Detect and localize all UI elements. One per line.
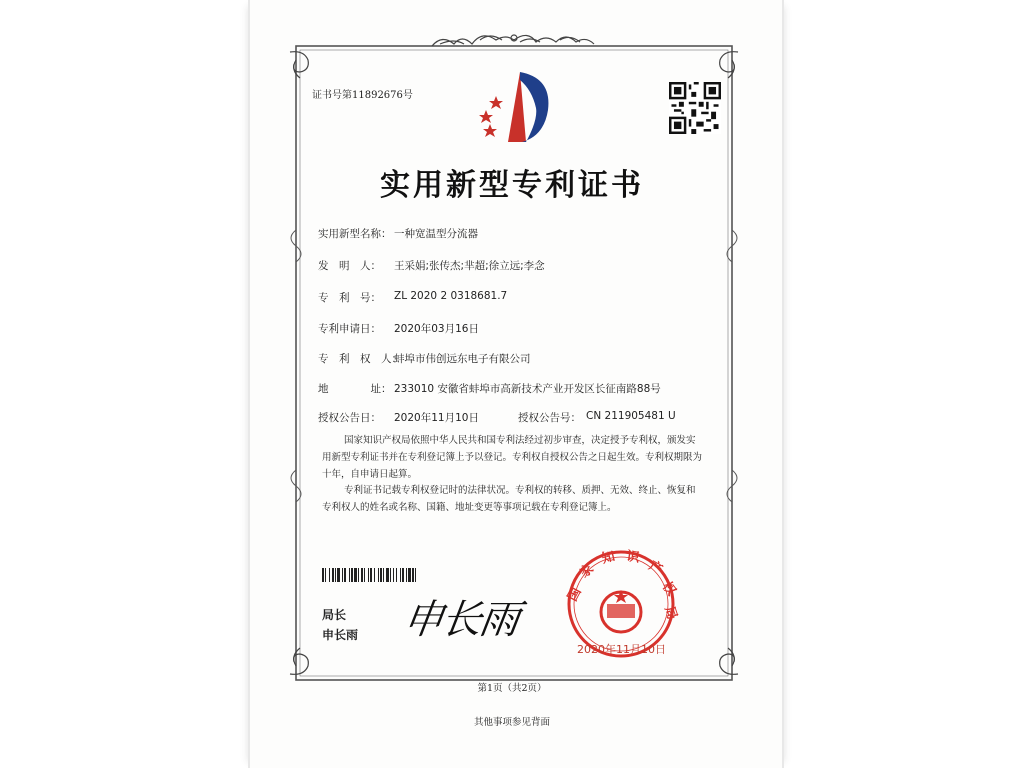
seal-date: 2020年11月10日: [577, 643, 666, 656]
svg-text:权: 权: [658, 579, 679, 599]
field-value-patentee: 蚌埠市伟创远东电子有限公司: [394, 353, 531, 365]
field-value-application-date: 2020年03月16日: [394, 323, 479, 335]
back-note: 其他事项参见背面: [473, 717, 550, 728]
certificate-title: 实用新型专利证书: [380, 168, 644, 203]
field-value-patent-number: ZL 2020 2 0318681.7: [394, 290, 508, 302]
field-label-announcement-number: 授权公告号：: [518, 412, 581, 424]
svg-text:局: 局: [661, 604, 680, 622]
svg-text:国: 国: [565, 585, 585, 604]
svg-text:产: 产: [646, 558, 665, 578]
handwritten-signature: 申长雨: [400, 597, 521, 643]
field-label-inventors: 发 明 人：: [318, 260, 381, 272]
seal-emblem: [601, 590, 641, 632]
director-name: 申长雨: [322, 628, 359, 642]
field-label-application-date: 专利申请日：: [318, 323, 381, 335]
page-number: 第1页（共2页）: [477, 683, 547, 694]
field-value-inventors: 王采娟;张传杰;芈超;徐立远;李念: [394, 260, 545, 272]
director-title: 局长: [322, 608, 347, 622]
field-label-utility-model-name: 实用新型名称：: [318, 228, 392, 240]
field-label-grant-date: 授权公告日：: [318, 412, 381, 424]
svg-text:知: 知: [600, 549, 617, 567]
field-label-patentee: 专 利 权 人：: [318, 353, 402, 365]
field-label-address: 地 址：: [318, 383, 392, 395]
field-value-utility-model-name: 一种宽温型分流器: [394, 228, 478, 240]
field-value-grant-date: 2020年11月10日: [394, 412, 479, 424]
field-value-announcement-number: CN 211905481 U: [586, 410, 676, 422]
svg-text:识: 识: [625, 549, 641, 566]
field-value-address: 233010 安徽省蚌埠市高新技术产业开发区长征南路88号: [394, 383, 661, 395]
field-label-patent-number: 专 利 号：: [318, 292, 381, 304]
grant-statement-paragraph: 国家知识产权局依照中华人民共和国专利法经过初步审查，决定授予专利权，颁发实用新型专利证书并在专利登记簿上予以登记。专利权自授权公告之日起生效。专利权期限为十年，自申请日起算。: [322, 435, 703, 480]
legal-status-paragraph: 专利证书记载专利权登记时的法律状况。专利权的转移、质押、无效、终止、恢复和专利权人的姓名或名称、国籍、地址变更等事项记载在专利登记簿上。: [322, 485, 696, 513]
svg-text:家: 家: [577, 561, 597, 582]
certificate-number: 证书号第11892676号: [312, 90, 413, 101]
